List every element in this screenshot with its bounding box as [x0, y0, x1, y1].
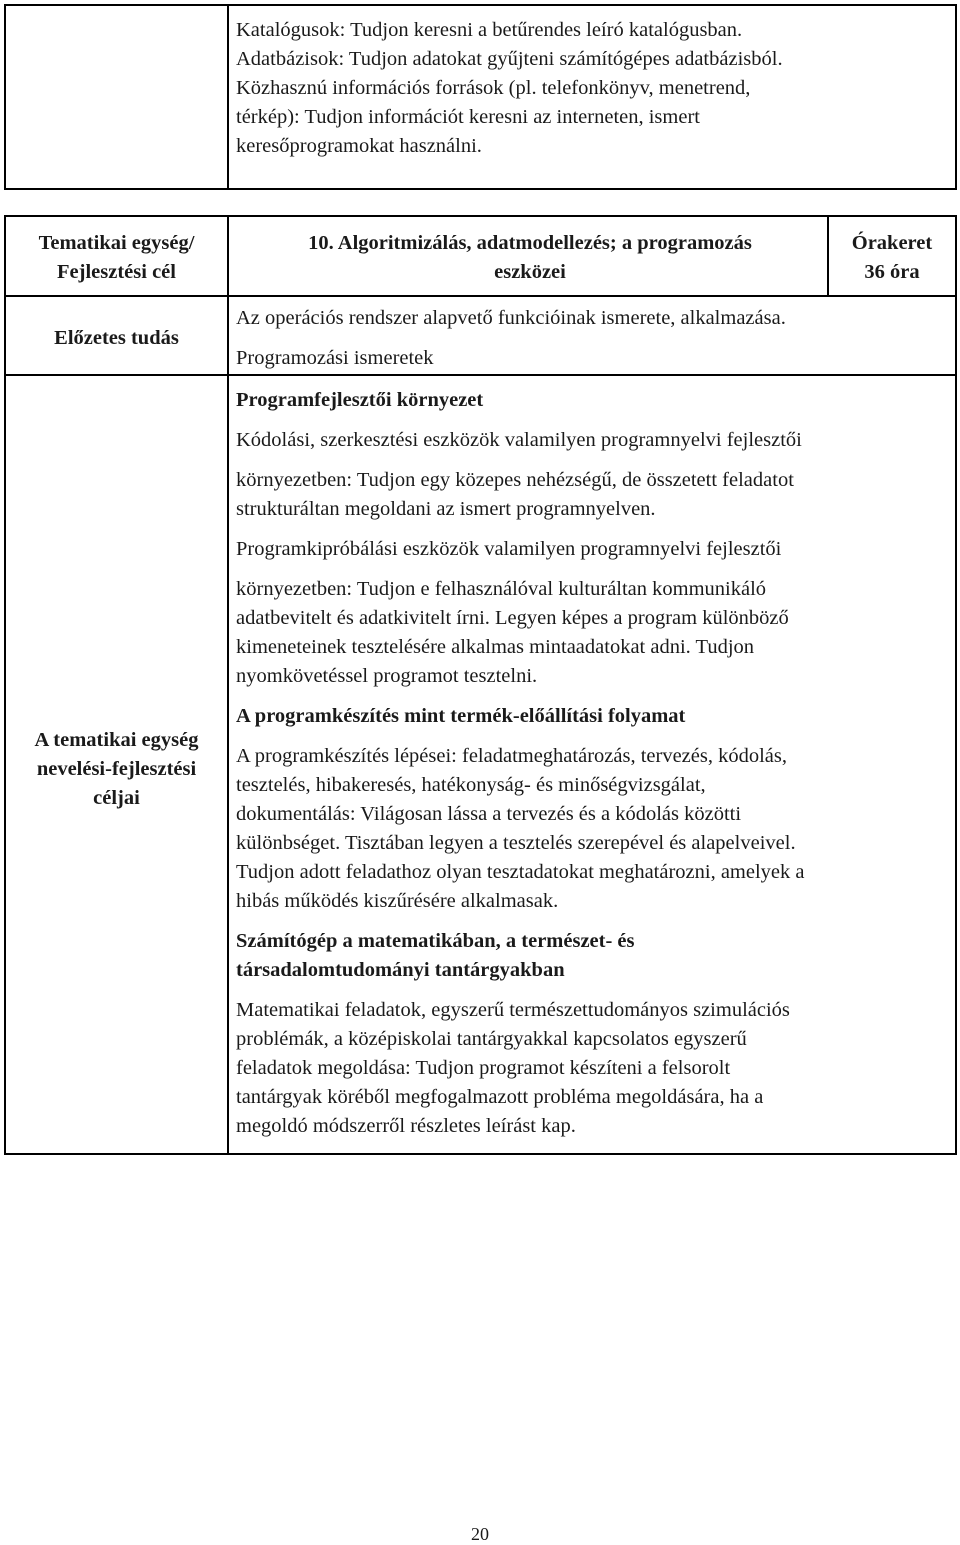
catalog-line: Katalógusok: Tudjon keresni a betűrendes leíró katalógusban. [236, 19, 743, 41]
testing-tools-line: Programkipróbálási eszközök valamilyen programnyelvi fejlesztői [236, 538, 782, 560]
prior-line-1: Az operációs rendszer alapvető funkcióinak ismerete, alkalmazása. [236, 307, 786, 329]
top-table-border-right [955, 4, 957, 190]
coding-paragraph: környezetben: Tudjon egy közepes nehézségű, de összetett feladatot strukturáltan megoldani az ismert programnyelven. [236, 469, 794, 520]
goals-label: A tematikai egység nevelési-fejlesztési céljai [34, 729, 199, 809]
prior-knowledge-content [236, 304, 948, 373]
math-paragraph: Matematikai feladatok, egyszerű természettudományos szimulációs problémák, a középiskolai tantárgyakkal kapcsolatos egyszerű feladatok megoldása: Tudjon programot készíteni a felsorolt tantárgyak köréből megfogalmazott probléma megoldására, ha a megoldó módszerről részletes leírást kap. [236, 999, 790, 1137]
heading-computer-in-math: Számítógép a matematikában, a természet- és társadalomtudományi tantárgyakban [236, 930, 635, 981]
prior-line-2: Programozási ismeretek [236, 347, 434, 369]
hours-box [829, 229, 955, 287]
main-table-divider [227, 215, 229, 1155]
top-table-border-top [4, 4, 957, 6]
unit-title: 10. Algoritmizálás, adatmodellezés; a programozás eszközei [308, 232, 752, 283]
top-table-content [236, 16, 948, 161]
main-table-border-top [4, 215, 957, 217]
prior-knowledge-label: Előzetes tudás [54, 327, 179, 349]
sources-line-2: térkép): Tudjon információt keresni az interneten, ismert [236, 106, 700, 128]
top-table-border-bottom [4, 188, 957, 190]
top-table-divider [227, 4, 229, 190]
top-table-border-left [4, 4, 6, 190]
main-table-border-bottom [4, 1153, 957, 1155]
page-number: 20 [471, 1524, 489, 1544]
hours-label: Órakeret [851, 232, 933, 254]
testing-paragraph: környezetben: Tudjon e felhasználóval kulturáltan kommunikáló adatbevitelt és adatkivitelt írni. Legyen képes a program különböző kimeneteinek tesztelésére alkalmas mintaadatokat adni. Tudjon nyomkövetéssel programot tesztelni. [236, 578, 789, 687]
sources-line-1: Közhasznú információs források (pl. telefonkönyv, menetrend, [236, 77, 751, 99]
main-table-row1-bottom [4, 295, 957, 297]
database-line: Adatbázisok: Tudjon adatokat gyűjteni számítógépes adatbázisból. [236, 48, 783, 70]
main-table-border-right [955, 215, 957, 1155]
heading-dev-environment: Programfejlesztői környezet [236, 389, 484, 411]
goals-content [236, 386, 948, 1141]
coding-tools-line: Kódolási, szerkesztési eszközök valamilyen programnyelvi fejlesztői [236, 429, 802, 451]
heading-programming-process: A programkészítés mint termék-előállítási folyamat [236, 705, 686, 727]
sources-line-3: keresőprogramokat használni. [236, 135, 482, 157]
main-table-border-left [4, 215, 6, 1155]
process-paragraph: A programkészítés lépései: feladatmeghatározás, tervezés, kódolás, tesztelés, hibakeresés, hatékonyság- és minőségvizsgálat, dokumentálás: Világosan lássa a tervezés és a kódolás közötti különbséget. Tisztában legyen a tesztelés szerepével és alapelveivel. Tudjon adott feladathoz olyan tesztadatokat meghatározni, amelyek a hibás működés kiszűrésére alkalmasak. [236, 745, 805, 912]
hours-value: 36 óra [864, 261, 920, 283]
main-table-row2-bottom [4, 374, 957, 376]
unit-label: Tematikai egység/ Fejlesztési cél [38, 232, 195, 283]
